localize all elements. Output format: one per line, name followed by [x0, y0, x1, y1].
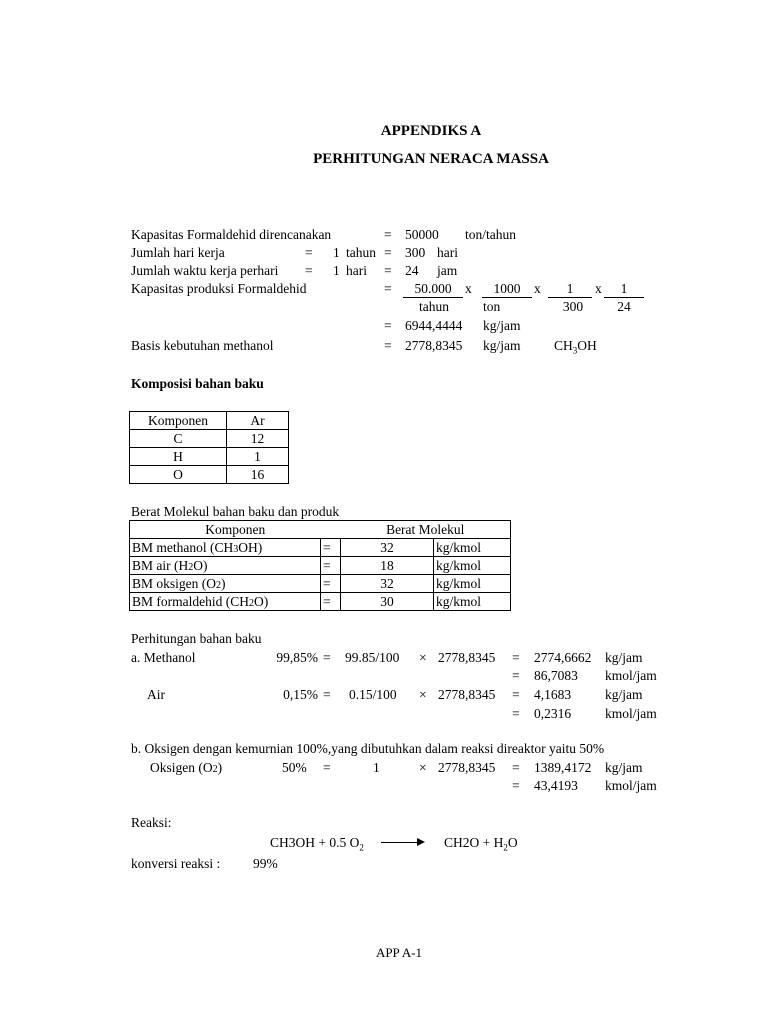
methanol-basis-unit: kg/jam [483, 338, 521, 353]
equals-sign: = [512, 650, 520, 665]
reaction-reactants: CH3OH + 0.5 $O_2$ [270, 835, 364, 853]
equals-sign: = [512, 760, 520, 775]
bm-unit-cell: kg/kmol [434, 575, 511, 593]
times-sign: x [595, 281, 602, 296]
air-kmol: 0,2316 [534, 706, 572, 721]
bm-value-cell: 30 [341, 593, 434, 611]
bm-value-cell: 18 [341, 557, 434, 575]
fraction-numerator-2: 1000 [493, 281, 521, 296]
fraction-numerator-4: 1 [620, 281, 628, 296]
fraction-numerator-1: 50.000 [414, 281, 452, 296]
equals-sign: = [323, 687, 331, 702]
capacity-label: Kapasitas Formaldehid direncanakan [131, 227, 332, 242]
methanol-fraction: 99.85/100 [345, 650, 400, 665]
methanol-basis-value: 2778,8345 [405, 338, 463, 353]
methanol-kg: 2774,6662 [534, 650, 592, 665]
bm-component-cell: BM methanol (CH3OH) [130, 539, 321, 557]
oxygen-label: Oksigen (O2) [150, 760, 223, 775]
workhours-label: Jumlah waktu kerja perhari [131, 263, 279, 278]
methanol-kmol: 86,7083 [534, 668, 578, 683]
table-cell: C [130, 430, 227, 448]
production-result-unit: kg/jam [483, 318, 521, 333]
bm-unit-cell: kg/kmol [434, 539, 511, 557]
capacity-value: 50000 [405, 227, 439, 242]
air-label: Air [147, 687, 165, 702]
page-number: APP A-1 [375, 945, 423, 960]
table-header-cell: Ar [227, 412, 289, 430]
fraction-bar-3 [548, 297, 592, 298]
table-row [130, 575, 511, 593]
fraction-denominator-3: 300 [562, 299, 584, 314]
methanol-label: a. Methanol [131, 650, 196, 665]
equals-sign: = [512, 778, 520, 793]
page-title: APPENDIKS A [380, 123, 482, 139]
bm-table [129, 520, 511, 611]
bm-component-cell: BM formaldehid (CH2O) [130, 593, 321, 611]
table-header-cell: Berat Molekul [341, 521, 511, 539]
methanol-basis-label: Basis kebutuhan methanol [131, 338, 274, 353]
arrow-head-icon [417, 838, 425, 846]
conversion-label: konversi reaksi : [131, 856, 221, 871]
equals-sign: = [512, 668, 520, 683]
equals-cell: = [321, 557, 341, 575]
bm-value-cell: 32 [341, 539, 434, 557]
calc-heading: Perhitungan bahan baku [131, 631, 262, 646]
times-sign: × [419, 687, 427, 702]
table-row [130, 430, 289, 448]
equals-sign: = [384, 227, 392, 242]
oxygen-kg-unit: kg/jam [605, 760, 643, 775]
air-percent: 0,15% [283, 687, 318, 702]
production-result: 6944,4444 [405, 318, 463, 333]
times-sign: × [419, 760, 427, 775]
methanol-formula: $CH_3OH$ [554, 338, 597, 356]
workhours-one: 1 [333, 263, 340, 278]
bm-value-cell: 32 [341, 575, 434, 593]
workhours-unit: jam [437, 263, 458, 278]
table-header-row [130, 521, 511, 539]
oxygen-kmol: 43,4193 [534, 778, 578, 793]
oxygen-kmol-unit: kmol/jam [605, 778, 657, 793]
table-header-row [130, 412, 289, 430]
air-kg-unit: kg/jam [605, 687, 643, 702]
fraction-bar-1 [403, 297, 463, 298]
bm-caption: Berat Molekul bahan baku dan produk [131, 504, 340, 519]
table-row [130, 448, 289, 466]
table-row [130, 539, 511, 557]
conversion-value: 99% [253, 856, 278, 871]
workdays-label: Jumlah hari kerja [131, 245, 225, 260]
workdays-unit-left: tahun [346, 245, 376, 260]
equals-sign: = [305, 245, 313, 260]
workhours-unit-left: hari [346, 263, 367, 278]
workdays-value: 300 [405, 245, 426, 260]
equals-cell: = [321, 575, 341, 593]
bm-component-cell: BM oksigen (O2) [130, 575, 321, 593]
equals-sign: = [305, 263, 313, 278]
production-label: Kapasitas produksi Formaldehid [131, 281, 307, 296]
equals-cell: = [321, 593, 341, 611]
fraction-numerator-3: 1 [566, 281, 574, 296]
times-sign: × [419, 650, 427, 665]
table-cell: O [130, 466, 227, 484]
reaction-products: $CH2O + H_2O$ [444, 835, 518, 853]
oxygen-basis: 2778,8345 [438, 760, 496, 775]
bm-component-cell: BM air (H2O) [130, 557, 321, 575]
fraction-denominator-1: tahun [419, 299, 449, 314]
oxygen-percent: 50% [282, 760, 307, 775]
air-basis: 2778,8345 [438, 687, 496, 702]
methanol-kg-unit: kg/jam [605, 650, 643, 665]
equals-sign: = [323, 650, 331, 665]
equals-sign: = [384, 245, 392, 260]
table-header-cell: Komponen [130, 521, 341, 539]
equals-sign: = [384, 281, 392, 296]
methanol-percent: 99,85% [276, 650, 318, 665]
ar-table [129, 411, 289, 484]
reaction-heading: Reaksi: [131, 815, 172, 830]
equals-sign: = [384, 263, 392, 278]
table-header-cell: Komponen [130, 412, 227, 430]
times-sign: x [465, 281, 472, 296]
fraction-bar-4 [604, 297, 644, 298]
oxygen-fraction: 1 [373, 760, 380, 775]
oxygen-kg: 1389,4172 [534, 760, 592, 775]
workdays-unit: hari [437, 245, 458, 260]
air-kmol-unit: kmol/jam [605, 706, 657, 721]
methanol-kmol-unit: kmol/jam [605, 668, 657, 683]
table-row [130, 557, 511, 575]
equals-sign: = [512, 706, 520, 721]
bm-unit-cell: kg/kmol [434, 557, 511, 575]
equals-sign: = [323, 760, 331, 775]
equals-sign: = [384, 318, 392, 333]
fraction-denominator-4: 24 [617, 299, 631, 314]
table-cell: 1 [227, 448, 289, 466]
composition-heading: Komposisi bahan baku [131, 376, 264, 391]
workhours-value: 24 [405, 263, 419, 278]
table-row [130, 593, 511, 611]
bm-unit-cell: kg/kmol [434, 593, 511, 611]
table-cell: 16 [227, 466, 289, 484]
table-cell: 12 [227, 430, 289, 448]
air-fraction: 0.15/100 [349, 687, 397, 702]
equals-cell: = [321, 539, 341, 557]
capacity-unit: ton/tahun [465, 227, 516, 242]
page-subtitle: PERHITUNGAN NERACA MASSA [313, 151, 549, 167]
fraction-denominator-2: ton [483, 299, 501, 314]
equals-sign: = [512, 687, 520, 702]
oxygen-note: b. Oksigen dengan kemurnian 100%,yang dibutuhkan dalam reaksi direaktor yaitu 50% [131, 742, 605, 756]
table-row [130, 466, 289, 484]
times-sign: x [534, 281, 541, 296]
workdays-one: 1 [333, 245, 340, 260]
methanol-basis: 2778,8345 [438, 650, 496, 665]
reaction-arrow-icon [381, 842, 419, 843]
equals-sign: = [384, 338, 392, 353]
table-cell: H [130, 448, 227, 466]
air-kg: 4,1683 [534, 687, 572, 702]
fraction-bar-2 [482, 297, 532, 298]
